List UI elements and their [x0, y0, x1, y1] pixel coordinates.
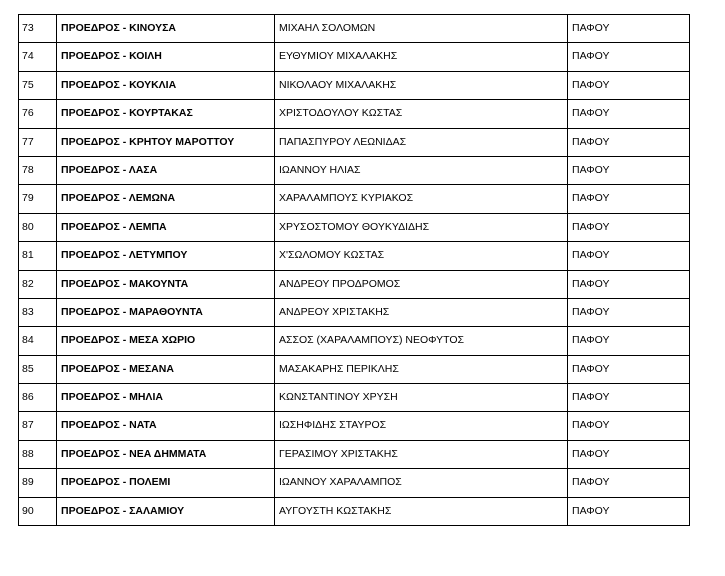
table-row: [19, 469, 690, 497]
person-name-cell: ΑΝΔΡΕΟΥ ΧΡΙΣΤΑΚΗΣ: [275, 298, 568, 326]
person-name-cell: ΚΩΝΣΤΑΝΤΙΝΟΥ ΧΡΥΣΗ: [275, 384, 568, 412]
district-cell: ΠΑΦΟΥ: [568, 43, 690, 71]
person-name-cell: Χ'ΣΩΛΟΜΟΥ ΚΩΣΤΑΣ: [275, 242, 568, 270]
person-name-cell: ΑΣΣΟΣ (ΧΑΡΑΛΑΜΠΟΥΣ) ΝΕΟΦΥΤΟΣ: [275, 327, 568, 355]
district-cell: ΠΑΦΟΥ: [568, 100, 690, 128]
position-title-cell: ΠΡΟΕΔΡΟΣ - ΜΑΚΟΥΝΤΑ: [57, 270, 275, 298]
position-title-cell: ΠΡΟΕΔΡΟΣ - ΛΕΤΥΜΠΟΥ: [57, 242, 275, 270]
row-number-cell: 86: [19, 384, 57, 412]
row-number-cell: 81: [19, 242, 57, 270]
table-row: [19, 497, 690, 525]
position-title-cell: ΠΡΟΕΔΡΟΣ - ΜΗΛΙΑ: [57, 384, 275, 412]
position-title-cell: ΠΡΟΕΔΡΟΣ - ΝΕΑ ΔΗΜΜΑΤΑ: [57, 440, 275, 468]
position-title-cell: ΠΡΟΕΔΡΟΣ - ΛΑΣΑ: [57, 156, 275, 184]
row-number-cell: 76: [19, 100, 57, 128]
district-cell: ΠΑΦΟΥ: [568, 71, 690, 99]
position-title-cell: ΠΡΟΕΔΡΟΣ - ΚΡΗΤΟΥ ΜΑΡΟΤΤΟΥ: [57, 128, 275, 156]
position-title-cell: ΠΡΟΕΔΡΟΣ - ΛΕΜΠΑ: [57, 213, 275, 241]
district-cell: ΠΑΦΟΥ: [568, 185, 690, 213]
table-row: [19, 327, 690, 355]
person-name-cell: ΧΡΙΣΤΟΔΟΥΛΟΥ ΚΩΣΤΑΣ: [275, 100, 568, 128]
district-cell: ΠΑΦΟΥ: [568, 440, 690, 468]
district-cell: ΠΑΦΟΥ: [568, 355, 690, 383]
row-number-cell: 88: [19, 440, 57, 468]
person-name-cell: ΓΕΡΑΣΙΜΟΥ ΧΡΙΣΤΑΚΗΣ: [275, 440, 568, 468]
row-number-cell: 74: [19, 43, 57, 71]
district-cell: ΠΑΦΟΥ: [568, 298, 690, 326]
person-name-cell: ΠΑΠΑΣΠΥΡΟΥ ΛΕΩΝΙΔΑΣ: [275, 128, 568, 156]
table-row: [19, 270, 690, 298]
table-row: [19, 412, 690, 440]
person-name-cell: ΝΙΚΟΛΑΟΥ ΜΙΧΑΛΑΚΗΣ: [275, 71, 568, 99]
district-cell: ΠΑΦΟΥ: [568, 412, 690, 440]
row-number-cell: 83: [19, 298, 57, 326]
officials-table: [18, 14, 690, 526]
table-row: [19, 355, 690, 383]
district-cell: ΠΑΦΟΥ: [568, 497, 690, 525]
table-row: [19, 71, 690, 99]
table-row: [19, 384, 690, 412]
person-name-cell: ΙΩΣΗΦΙΔΗΣ ΣΤΑΥΡΟΣ: [275, 412, 568, 440]
table-row: [19, 242, 690, 270]
position-title-cell: ΠΡΟΕΔΡΟΣ - ΛΕΜΩΝΑ: [57, 185, 275, 213]
table-row: [19, 100, 690, 128]
table-row: [19, 43, 690, 71]
district-cell: ΠΑΦΟΥ: [568, 384, 690, 412]
row-number-cell: 80: [19, 213, 57, 241]
position-title-cell: ΠΡΟΕΔΡΟΣ - ΜΑΡΑΘΟΥΝΤΑ: [57, 298, 275, 326]
row-number-cell: 73: [19, 15, 57, 43]
person-name-cell: ΧΑΡΑΛΑΜΠΟΥΣ ΚΥΡΙΑΚΟΣ: [275, 185, 568, 213]
person-name-cell: ΜΙΧΑΗΛ ΣΟΛΟΜΩΝ: [275, 15, 568, 43]
position-title-cell: ΠΡΟΕΔΡΟΣ - ΚΙΝΟΥΣΑ: [57, 15, 275, 43]
row-number-cell: 75: [19, 71, 57, 99]
table-row: [19, 298, 690, 326]
table-body: [19, 15, 690, 526]
person-name-cell: ΜΑΣΑΚΑΡΗΣ ΠΕΡΙΚΛΗΣ: [275, 355, 568, 383]
position-title-cell: ΠΡΟΕΔΡΟΣ - ΠΟΛΕΜΙ: [57, 469, 275, 497]
person-name-cell: ΙΩΑΝΝΟΥ ΧΑΡΑΛΑΜΠΟΣ: [275, 469, 568, 497]
row-number-cell: 90: [19, 497, 57, 525]
person-name-cell: ΑΥΓΟΥΣΤΗ ΚΩΣΤΑΚΗΣ: [275, 497, 568, 525]
position-title-cell: ΠΡΟΕΔΡΟΣ - ΚΟΥΚΛΙΑ: [57, 71, 275, 99]
district-cell: ΠΑΦΟΥ: [568, 469, 690, 497]
table-row: [19, 15, 690, 43]
table-row: [19, 440, 690, 468]
person-name-cell: ΙΩΑΝΝΟΥ ΗΛΙΑΣ: [275, 156, 568, 184]
row-number-cell: 82: [19, 270, 57, 298]
row-number-cell: 78: [19, 156, 57, 184]
district-cell: ΠΑΦΟΥ: [568, 15, 690, 43]
row-number-cell: 84: [19, 327, 57, 355]
district-cell: ΠΑΦΟΥ: [568, 128, 690, 156]
row-number-cell: 77: [19, 128, 57, 156]
person-name-cell: ΑΝΔΡΕΟΥ ΠΡΟΔΡΟΜΟΣ: [275, 270, 568, 298]
district-cell: ΠΑΦΟΥ: [568, 242, 690, 270]
table-row: [19, 156, 690, 184]
person-name-cell: ΧΡΥΣΟΣΤΟΜΟΥ ΘΟΥΚΥΔΙΔΗΣ: [275, 213, 568, 241]
position-title-cell: ΠΡΟΕΔΡΟΣ - ΝΑΤΑ: [57, 412, 275, 440]
row-number-cell: 79: [19, 185, 57, 213]
position-title-cell: ΠΡΟΕΔΡΟΣ - ΚΟΙΛΗ: [57, 43, 275, 71]
district-cell: ΠΑΦΟΥ: [568, 327, 690, 355]
table-row: [19, 128, 690, 156]
position-title-cell: ΠΡΟΕΔΡΟΣ - ΜΕΣΑΝΑ: [57, 355, 275, 383]
table-row: [19, 185, 690, 213]
position-title-cell: ΠΡΟΕΔΡΟΣ - ΣΑΛΑΜΙΟΥ: [57, 497, 275, 525]
district-cell: ΠΑΦΟΥ: [568, 270, 690, 298]
person-name-cell: ΕΥΘΥΜΙΟΥ ΜΙΧΑΛΑΚΗΣ: [275, 43, 568, 71]
position-title-cell: ΠΡΟΕΔΡΟΣ - ΚΟΥΡΤΑΚΑΣ: [57, 100, 275, 128]
district-cell: ΠΑΦΟΥ: [568, 213, 690, 241]
district-cell: ΠΑΦΟΥ: [568, 156, 690, 184]
row-number-cell: 89: [19, 469, 57, 497]
table-row: [19, 213, 690, 241]
row-number-cell: 85: [19, 355, 57, 383]
position-title-cell: ΠΡΟΕΔΡΟΣ - ΜΕΣΑ ΧΩΡΙΟ: [57, 327, 275, 355]
row-number-cell: 87: [19, 412, 57, 440]
